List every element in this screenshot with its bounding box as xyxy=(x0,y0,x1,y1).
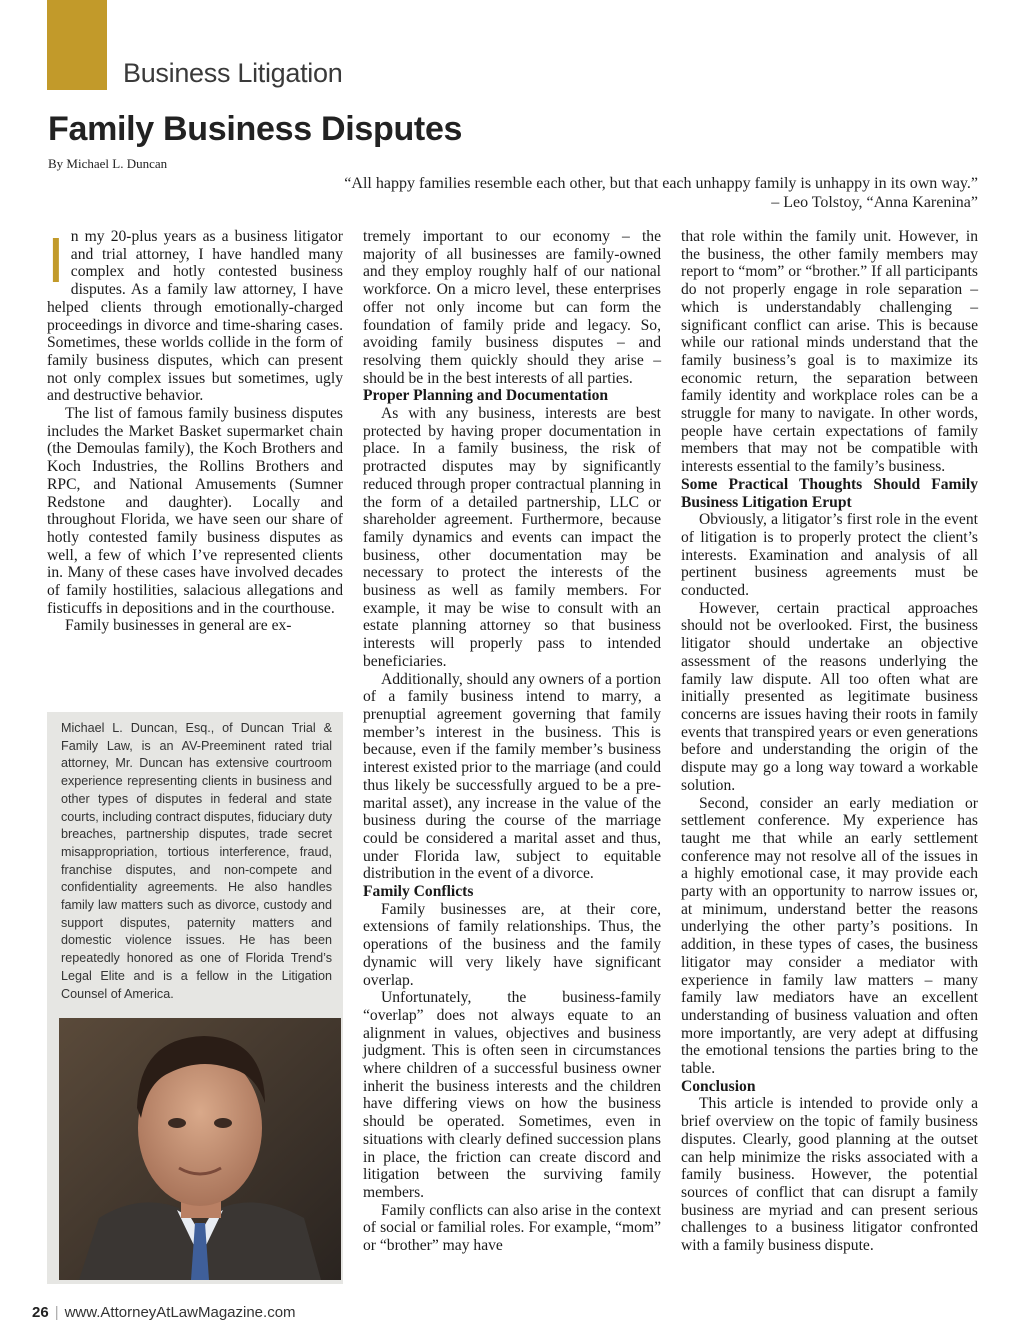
epigraph xyxy=(218,174,978,212)
author-portrait-illustration xyxy=(59,1018,341,1280)
section-color-block xyxy=(47,0,107,90)
paragraph: Family businesses in general are ex- xyxy=(65,617,292,635)
byline: By Michael L. Duncan xyxy=(48,156,168,171)
paragraph: Obviously, a litigator’s first role in the event of litigation is to properly protect the client’s interests. Examination and analysis of all pertinent business agreements must be conducted. xyxy=(681,511,978,600)
paragraph: that role within the family unit. However, in the business, the other family members may report to “mom” or “brother.” If all participants do not properly engage in role separation – which is understandably challenging – significant conflict can arise. This is because while our rational minds understand that the family business’s goal is to maximize its economic return, the separation between family identity and workplace roles can be a struggle for many to navigate. In other words, people have certain expectations of family members that may not be compatible with interests essential to the family’s business. xyxy=(681,228,978,476)
drop-cap: I xyxy=(47,224,65,296)
paragraph: Second, consider an early mediation or settlement conference. My experience has taught me that while an early settlement conference may not resolve all of the issues in a highly emotional case, it may provide each party with an opportunity to narrow issues or, at minimum, understand better the reasons underlying the other party’s positions. In addition, in these types of cases, the business litigator may consider a mediator with experience in family law matters – many family law mediators have an excellent understanding of business valuation and often more importantly, are very adept at diffusing the emotional tensions the parties bring to the table. xyxy=(681,794,978,1078)
subheading: Some Practical Thoughts Should Family Business Litigation Erupt xyxy=(681,475,978,511)
section-label: Business Litigation xyxy=(123,58,343,88)
paragraph: Unfortunately, the business-family “overlap” does not always equate to an alignment in values, objectives and business judgment. This is often seen in circumstances where children of a successful business owner inherit the business interests and the children have differing views on how the business should be operated. Sometimes, even in situations with clearly defined succession plans in place, the friction can create discord and litigation between the surviving family members. xyxy=(363,989,661,1201)
paragraph: As with any business, interests are best protected by having proper documentation in place. In a family business, the risk of protracted disputes may by significantly reduced through proper contractual planning in the form of a detailed partnership, LLC or shareholder agreement. Furthermore, because family dynamics and events can impact the business, other documentation may be necessary to protect the interests of the business as well as family members. For example, it may be wise to consult with an estate planning attorney so that business interests will properly pass to intended beneficiaries. xyxy=(363,405,661,670)
epigraph-quote: “All happy families resemble each other, but that each unhappy family is unhappy in its own way.” xyxy=(344,175,978,192)
article-title: Family Business Disputes xyxy=(48,110,463,148)
subheading: Conclusion xyxy=(681,1077,756,1095)
author-bio-text: Michael L. Duncan, Esq., of Duncan Trial & Family Law, is an AV-Preeminent rated trial attorney, Mr. Duncan has extensive courtroom experience representing clients in business and other types of disputes in federal and state courts, including contract disputes, fiduciary duty breaches, partnership disputes, trade secret misappropriation, tortious interference, fraud, franchise disputes, and non-compete and confidentiality agreements. He also handles family law matters such as divorce, custody and support disputes, paternity matters and domestic violence issues. He has been repeatedly honored as one of Florida Trend’s Legal Elite and is a fellow in the Litigation Counsel of America. xyxy=(61,721,332,1001)
paragraph xyxy=(47,224,343,405)
paragraph: Additionally, should any owners of a portion of a family business intend to marry, a prenuptial agreement governing that family member’s interest in the business. This is because, even if the family member’s business interest existed prior to the marriage (and could thus likely be successfully argued to be a pre-marital asset), any increase in the value of the business during the course of the marriage could be considered a marital asset and thus, under Florida law, subject to equitable distribution in the event of a divorce. xyxy=(363,670,661,883)
magazine-website-link[interactable]: www.AttorneyAtLawMagazine.com xyxy=(64,1304,296,1321)
page-footer xyxy=(32,1304,296,1321)
paragraph: The list of famous family business disputes includes the Market Basket supermarket chain (the Demoulas family), the Koch Brothers and Koch Industries, the Rollins Brothers and RPC, and National Amusements (Sumner Redstone and daughter). Locally and throughout Florida, we have seen our share of hotly contested family business disputes as well, a few of which I’ve represented clients in. Many of these cases have involved decades of family hostilities, salacious allegations and fisticuffs in depositions and in the courthouse. xyxy=(47,405,343,617)
footer-divider: | xyxy=(54,1304,59,1321)
paragraph: However, certain practical approaches should not be overlooked. First, the business litigator should undertake an objective assessment of the reasons underlying the family law dispute. All too often what are initially presented as legitimate business concerns are issues having their roots in family events that transpired years or even generations before and understanding the origin of the dispute may go a long way toward a workable solution. xyxy=(681,599,978,794)
article-column-2 xyxy=(363,228,661,1255)
author-photo xyxy=(59,1018,341,1280)
page-number: 26 xyxy=(32,1304,49,1321)
article-column-3 xyxy=(681,228,978,1255)
paragraph: tremely important to our economy – the majority of all businesses are family-owned and they employ roughly half of our national workforce. On a micro level, these enterprises offer not only income but can form the foundation of family pride and legacy. So, avoiding family business disputes – and resolving them quickly should they arise – should be in the best interests of all parties. xyxy=(363,228,661,387)
paragraph-text: n my 20-plus years as a business litigator and trial attorney, I have handled many complex and hotly contested business disputes. As a family law attorney, I have helped clients through emotionally-charged proceedings in divorce and time-sharing cases. Sometimes, these worlds collide in the form of family business disputes, which can present not only complex issues but sometimes, ugly and destructive behavior. xyxy=(47,228,343,405)
paragraph: Family conflicts can also arise in the context of social or familial roles. For example, “mom” or “brother” may have xyxy=(363,1201,661,1255)
article-column-1 xyxy=(47,224,343,635)
paragraph: This article is intended to provide only a brief overview on the topic of family business disputes. Clearly, good planning at the outset can help minimize the risks associated with a family business. However, the potential sources of conflict that can disrupt a family business are myriad and can present serious challenges to a business litigator confronted with a family business dispute. xyxy=(681,1095,978,1255)
epigraph-attribution: – Leo Tolstoy, “Anna Karenina” xyxy=(771,194,978,211)
paragraph: Family businesses are, at their core, extensions of family relationships. Thus, the operations of the business and the family dynamic will very likely have significant overlap. xyxy=(363,900,661,989)
subheading: Proper Planning and Documentation xyxy=(363,387,609,405)
subheading: Family Conflicts xyxy=(363,883,474,901)
